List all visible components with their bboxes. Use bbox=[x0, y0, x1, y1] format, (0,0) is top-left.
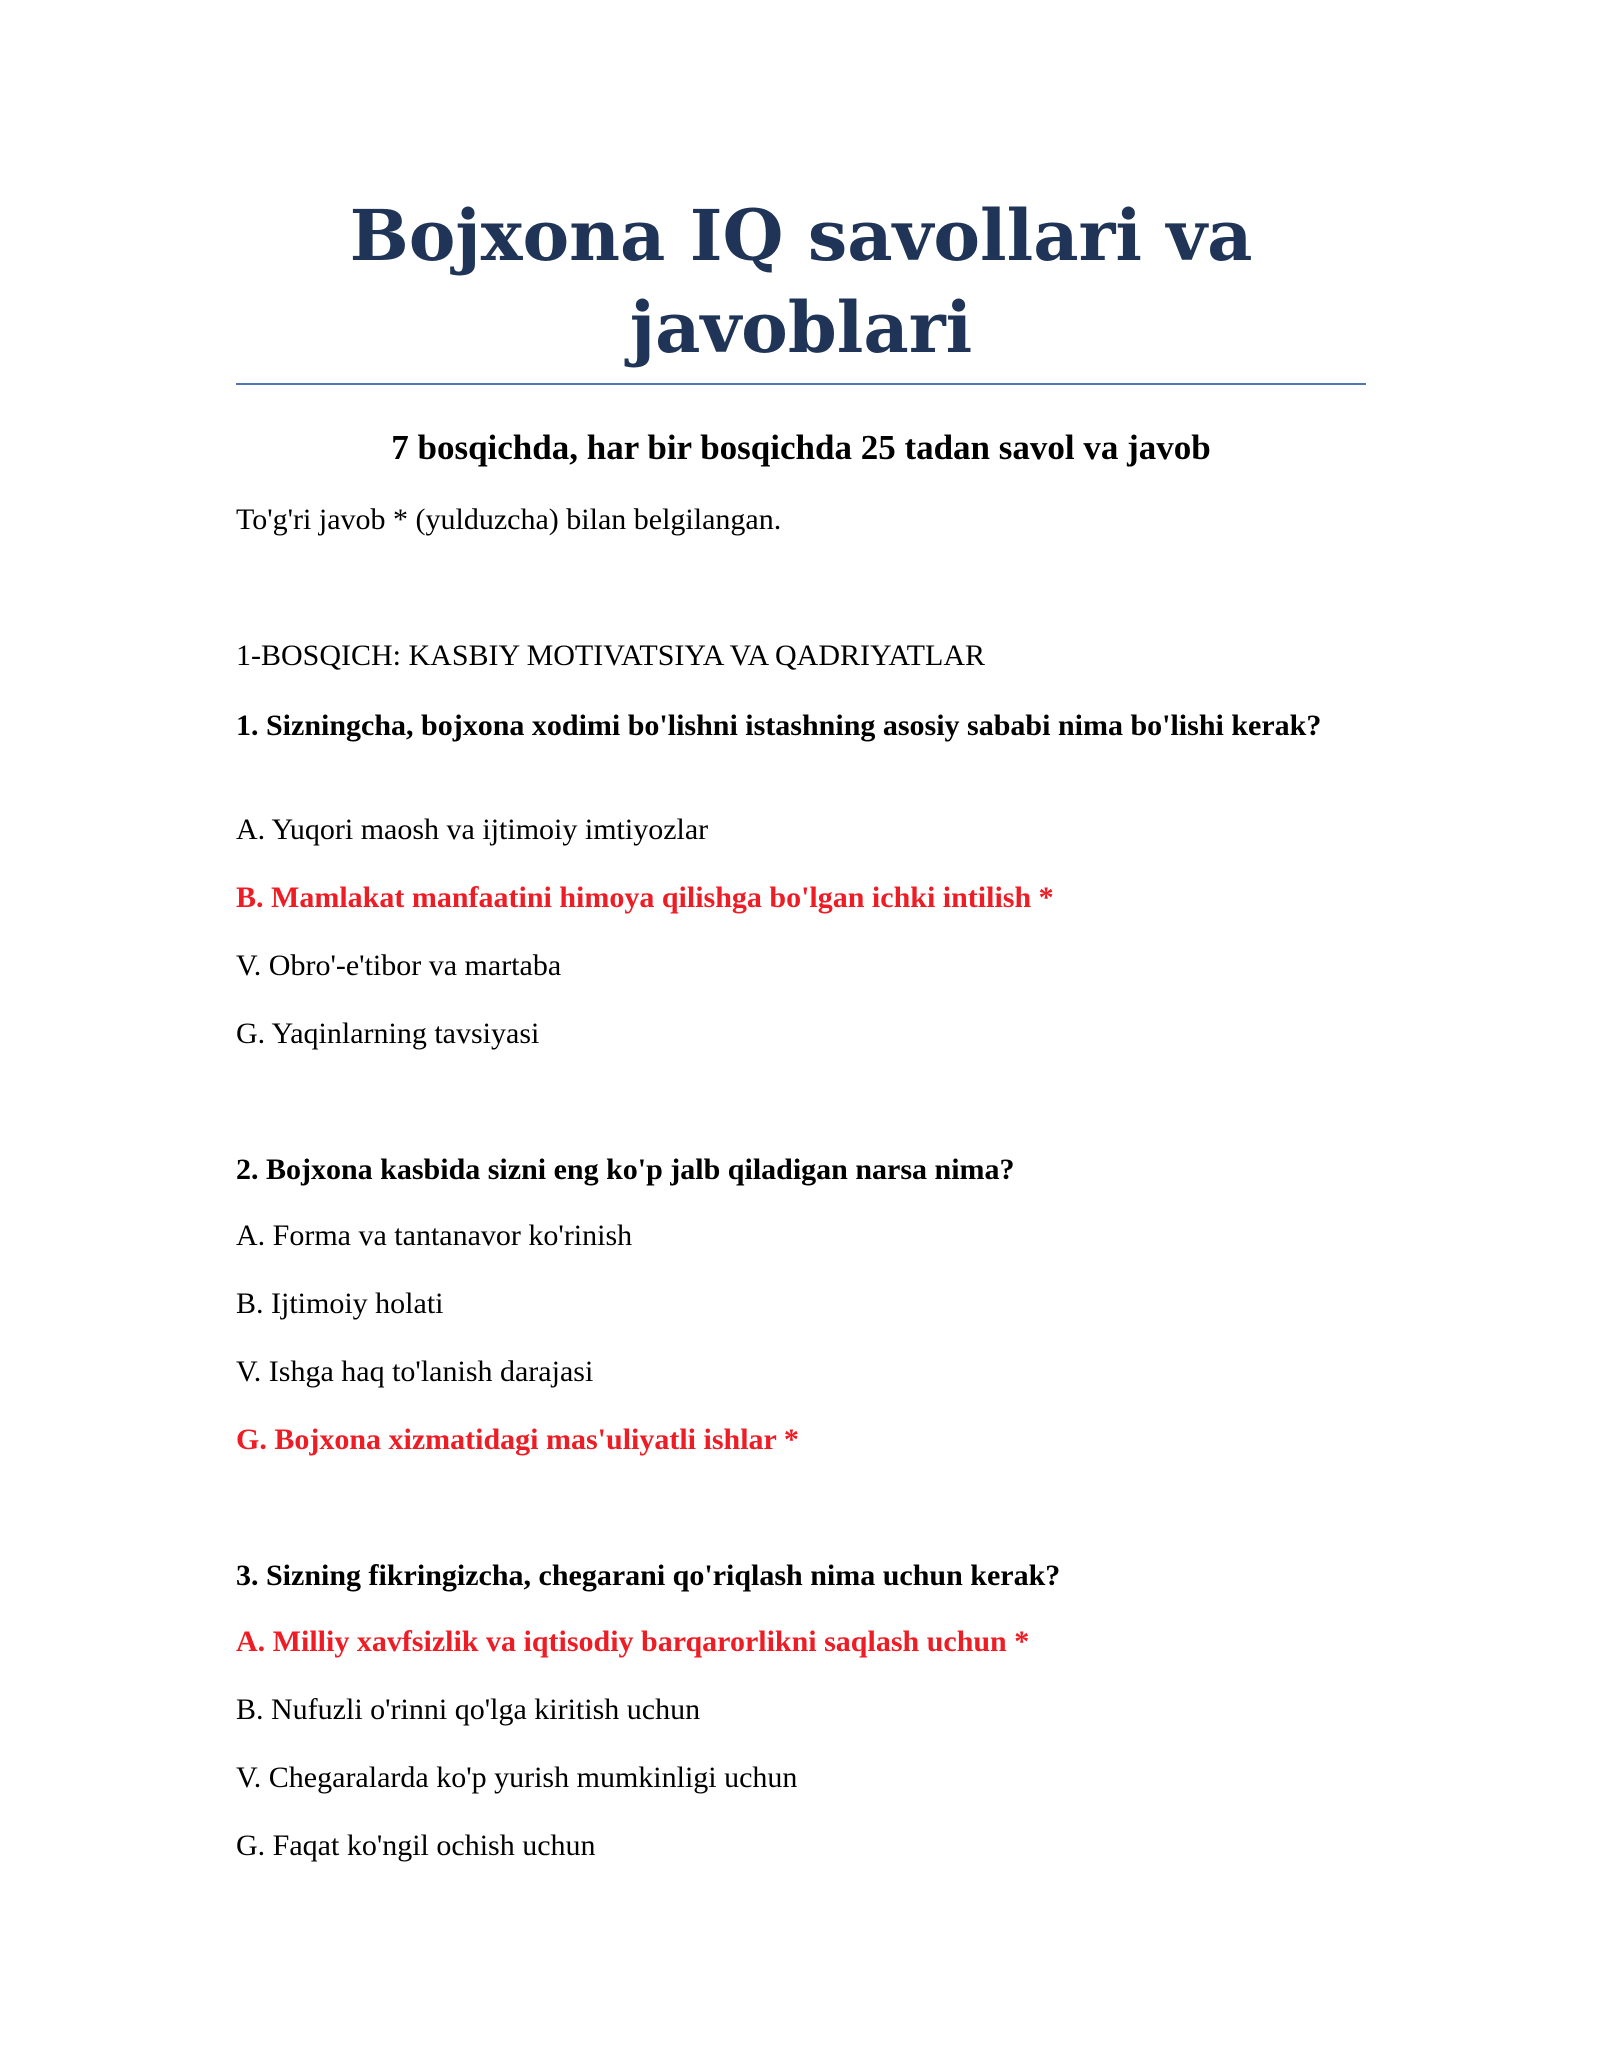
title-divider bbox=[236, 383, 1366, 385]
question-1-option-a: A. Yuqori maosh va ijtimoiy imtiyozlar bbox=[236, 813, 709, 846]
question-2: 2. Bojxona kasbida sizni eng ko'p jalb qiladigan narsa nima? bbox=[236, 1153, 1015, 1186]
answer-key-note: To'g'ri javob * (yulduzcha) bilan belgilangan. bbox=[236, 503, 782, 536]
question-3-option-b: B. Nufuzli o'rinni qo'lga kiritish uchun bbox=[236, 1693, 701, 1726]
question-2-option-g-correct: G. Bojxona xizmatidagi mas'uliyatli ishlar * bbox=[236, 1423, 799, 1456]
section-heading: 1-BOSQICH: KASBIY MOTIVATSIYA VA QADRIYATLAR bbox=[236, 639, 985, 672]
question-3-option-a-correct: A. Milliy xavfsizlik va iqtisodiy barqarorlikni saqlash uchun * bbox=[236, 1625, 1030, 1658]
question-2-option-v: V. Ishga haq to'lanish darajasi bbox=[236, 1355, 594, 1388]
question-2-option-a: A. Forma va tantanavor ko'rinish bbox=[236, 1219, 633, 1252]
question-1-option-v: V. Obro'-e'tibor va martaba bbox=[236, 949, 562, 982]
question-1-option-g: G. Yaqinlarning tavsiyasi bbox=[236, 1017, 540, 1050]
document-title: Bojxona IQ savollari va javoblari bbox=[349, 194, 1253, 369]
question-3-option-g: G. Faqat ko'ngil ochish uchun bbox=[236, 1829, 596, 1862]
question-1: 1. Sizningcha, bojxona xodimi bo'lishni istashning asosiy sababi nima bo'lishi kerak? bbox=[236, 709, 1322, 742]
document-subtitle: 7 bosqichda, har bir bosqichda 25 tadan savol va javob bbox=[391, 428, 1211, 467]
question-3-option-v: V. Chegaralarda ko'p yurish mumkinligi uchun bbox=[236, 1761, 798, 1794]
question-3: 3. Sizning fikringizcha, chegarani qo'riqlash nima uchun kerak? bbox=[236, 1559, 1061, 1592]
question-1-option-b-correct: B. Mamlakat manfaatini himoya qilishga bo'lgan ichki intilish * bbox=[236, 881, 1054, 914]
question-2-option-b: B. Ijtimoiy holati bbox=[236, 1287, 444, 1320]
